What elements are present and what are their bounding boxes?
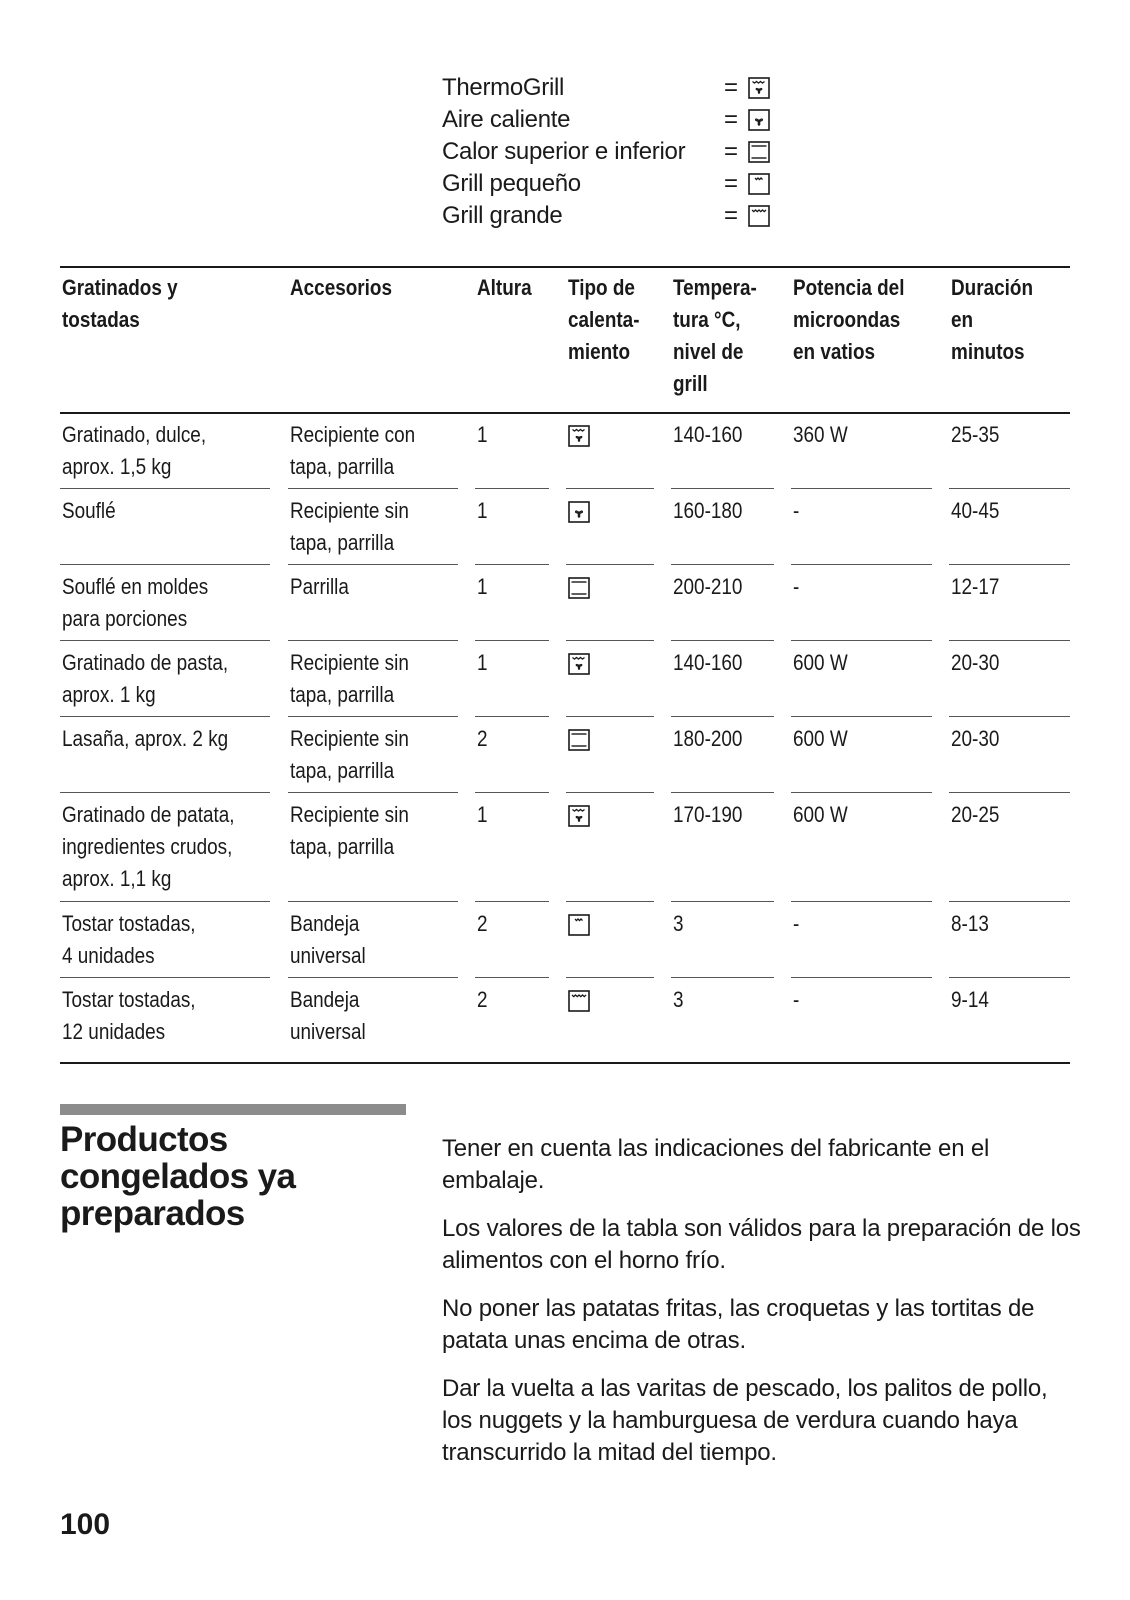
cell-power: 600 W [793,650,848,675]
table-row [60,793,1070,902]
header-food: Gratinados y tostadas [62,275,178,332]
cell-duration: 20-25 [951,802,1000,827]
large-grill-icon [568,990,590,1012]
table-row [60,641,1070,717]
section-accent-bar [60,1104,406,1115]
legend-row-hot-air [442,104,770,136]
hot-air-icon [568,501,590,523]
table-top-rule [60,266,1070,268]
thermogrill-icon [568,653,590,675]
top-bottom-heat-icon [748,141,770,163]
cell-height: 2 [477,726,488,751]
header-height: Altura [477,275,532,300]
header-duration: Duración en minutos [951,275,1034,364]
cell-food: Tostar tostadas, 4 unidades [62,911,196,968]
cell-accessory: Bandeja universal [290,911,366,968]
cell-food: Tostar tostadas, 12 unidades [62,987,196,1044]
cell-height: 1 [477,498,488,523]
cell-accessory: Recipiente sin tapa, parrilla [290,726,409,783]
top-bottom-heat-icon [568,729,590,751]
table-row [60,489,1070,565]
legend-label: Grill grande [442,202,563,229]
cell-power: - [793,574,800,599]
paragraph: Tener en cuenta las indicaciones del fabricante en el embalaje. [442,1135,990,1194]
cell-accessory: Parrilla [290,574,349,599]
cell-food: Gratinado de pasta, aprox. 1 kg [62,650,229,707]
hot-air-icon [748,109,770,131]
table-row [60,565,1070,641]
cell-accessory: Recipiente sin tapa, parrilla [290,802,409,859]
table-row [60,413,1070,489]
large-grill-icon [748,205,770,227]
legend-equals: = [724,74,739,101]
cell-temperature: 180-200 [673,726,743,751]
paragraph: No poner las patatas fritas, las croquetas y las tortitas de patata unas encima de otras. [442,1295,1035,1354]
paragraph: Dar la vuelta a las varitas de pescado, los palitos de pollo, los nuggets y la hamburguesa de verdura cuando haya transcurrido la mitad del tiempo. [442,1375,1048,1466]
cell-temperature: 3 [673,987,684,1012]
table-row [60,978,1070,1062]
cell-temperature: 140-160 [673,650,743,675]
cell-power: 600 W [793,802,848,827]
heating-mode-legend [442,72,770,232]
small-grill-icon [568,914,590,936]
top-bottom-heat-icon [568,577,590,599]
cell-temperature: 140-160 [673,422,743,447]
cell-accessory: Bandeja universal [290,987,366,1044]
legend-equals: = [724,138,739,165]
cell-temperature: 3 [673,911,684,936]
legend-row-top-bottom-heat [442,136,770,168]
cell-power: 600 W [793,726,848,751]
cell-height: 2 [477,987,488,1012]
cell-power: - [793,987,800,1012]
cell-food: Souflé [62,498,116,523]
paragraph: Los valores de la tabla son válidos para la preparación de los alimentos con el horno frío. [442,1215,1081,1274]
section-title: Productos congelados ya preparados [60,1120,296,1233]
cell-height: 1 [477,574,488,599]
page-number: 100 [60,1508,111,1541]
header-accessory: Accesorios [290,275,393,300]
cell-accessory: Recipiente sin tapa, parrilla [290,650,409,707]
cell-temperature: 160-180 [673,498,743,523]
thermogrill-icon [568,425,590,447]
cell-food: Lasaña, aprox. 2 kg [62,726,229,751]
table-row [60,902,1070,978]
cell-duration: 40-45 [951,498,1000,523]
cell-accessory: Recipiente sin tapa, parrilla [290,498,409,555]
legend-equals: = [724,170,739,197]
cell-power: - [793,911,800,936]
cell-height: 1 [477,802,488,827]
small-grill-icon [748,173,770,195]
cell-temperature: 200-210 [673,574,743,599]
cell-temperature: 170-190 [673,802,743,827]
legend-label: Calor superior e inferior [442,138,686,165]
header-temperature: Tempera- tura °C, nivel de grill [673,275,757,396]
legend-label: Grill pequeño [442,170,581,197]
cell-duration: 20-30 [951,650,1000,675]
legend-equals: = [724,202,739,229]
cell-height: 1 [477,650,488,675]
section-body [442,1133,1082,1485]
thermogrill-icon [568,805,590,827]
legend-equals: = [724,106,739,133]
table-header [60,272,1070,420]
cell-accessory: Recipiente con tapa, parrilla [290,422,416,479]
legend-row-small-grill [442,168,770,200]
cell-height: 1 [477,422,488,447]
cell-duration: 25-35 [951,422,1000,447]
header-power: Potencia del microondas en vatios [793,275,905,364]
cell-height: 2 [477,911,488,936]
header-mode: Tipo de calenta- miento [568,275,640,364]
table-row [60,717,1070,793]
legend-label: ThermoGrill [442,74,565,101]
cell-duration: 12-17 [951,574,1000,599]
thermogrill-icon [748,77,770,99]
cell-food: Gratinado, dulce, aprox. 1,5 kg [62,422,207,479]
cell-power: - [793,498,800,523]
cell-power: 360 W [793,422,848,447]
legend-row-large-grill [442,200,770,232]
cell-food: Gratinado de patata, ingredientes crudos, aprox. 1,1 kg [62,802,235,891]
cell-duration: 20-30 [951,726,1000,751]
cell-duration: 8-13 [951,911,989,936]
cell-duration: 9-14 [951,987,989,1012]
cell-food: Souflé en moldes para porciones [62,574,209,631]
legend-label: Aire caliente [442,106,571,133]
table-bottom-rule [60,1062,1070,1064]
legend-row-thermogrill [442,72,770,104]
